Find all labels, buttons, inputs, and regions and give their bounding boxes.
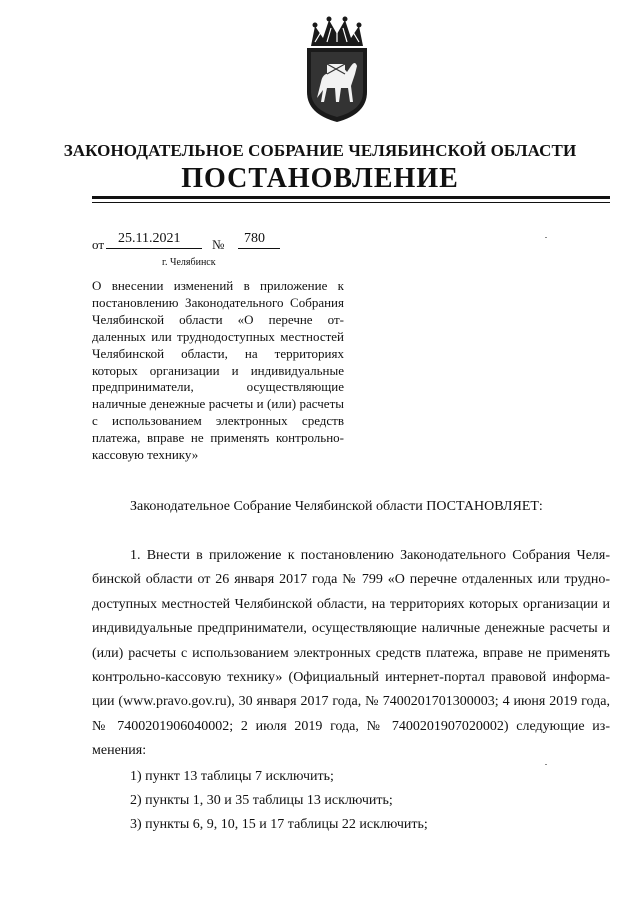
list-item: 2) пункты 1, 30 и 35 таблицы 13 исключить; — [130, 793, 393, 808]
header-rule-thin — [92, 202, 610, 203]
document-subject: О внесении изменений в приложение к постановлению Законодательного Собрания Челябинской области «О перечне отдаленных или труднодоступных местностей Челябинской области, на территориях которых организации и индивидуальные предприниматели, осуществляющие наличные денежные расчеты и (или) расчеты с использованием электронных средств платежа, вправе не применять контрольно-кассовую технику» — [92, 278, 344, 463]
coat-of-arms-emblem — [297, 16, 377, 126]
date-underline — [106, 248, 202, 249]
number-underline — [238, 248, 280, 249]
document-date: 25.11.2021 — [118, 231, 181, 246]
list-item: 1) пункт 13 таблицы 7 исключить; — [130, 769, 334, 784]
paragraph-1: 1. Внести в приложение к постановлению Законодательного Собрания Челябинской области от 26 января 2017 года № 799 «О перечне отдаленных или труднодоступных местностей Челябинской области, на территориях которых организации и индивидуальные предприниматели, осуществляющие наличные денежные расчеты и (или) расчеты с использованием электронных средств платежа, вправе не применять контрольно-кассовую технику» (Официальный интернет-портал правовой информации (www.pravo.gov.ru), 30 января 2017 года, № 7400201701300003; 4 июня 2019 года, № 7400201906040002; 2 июля 2019 года, № 7400201907020002) следующие изменения: — [92, 548, 610, 759]
resolution-preamble: Законодательное Собрание Челябинской области ПОСТАНОВЛЯЕТ: — [130, 499, 543, 514]
document-type: ПОСТАНОВЛЕНИЕ — [181, 163, 459, 194]
scan-speck — [545, 764, 547, 765]
date-label: от — [92, 237, 105, 252]
organization-name: ЗАКОНОДАТЕЛЬНОЕ СОБРАНИЕ ЧЕЛЯБИНСКОЙ ОБЛАСТИ — [63, 141, 577, 160]
header-rule-thick — [92, 196, 610, 199]
document-city: г. Челябинск — [162, 257, 216, 268]
scan-speck — [545, 237, 547, 238]
document-number: 780 — [244, 231, 265, 246]
list-item: 3) пункты 6, 9, 10, 15 и 17 таблицы 22 исключить; — [130, 817, 428, 832]
number-label: № — [212, 237, 225, 252]
